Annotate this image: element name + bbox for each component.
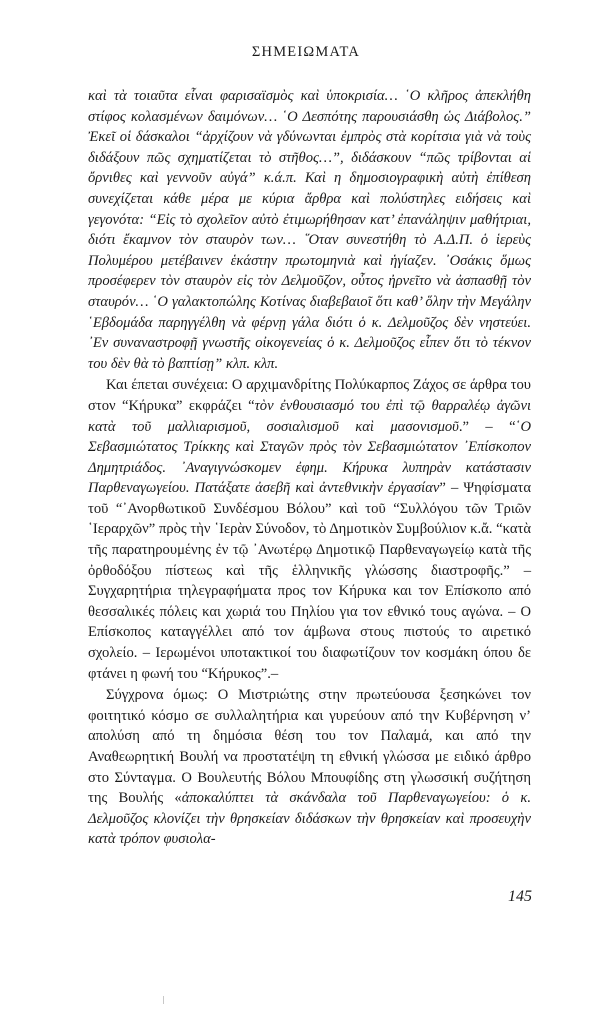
italic-text-run: ῾Ο Σεβασμιώτατος Τρίκκης καὶ Σταγῶν πρὸς τὸν Σεβασμιώτατον ᾿Επίσκοπον Δημητριάδος. ᾿Αναγιγνώσκομεν ἐφημ. Κήρυκα λυπηρὰν κατάστασιν Παρθεναγωγείου. Πατάξατε ἀσεβῆ καὶ ἀντεθνικὴν ἐργασίαν: [88, 418, 531, 497]
paragraph: [88, 685, 531, 850]
body-text: [88, 86, 531, 850]
running-header: ΣΗΜΕΙΩΜΑΤΑ: [251, 44, 361, 60]
italic-text-run: ἀποκαλύπτει τὰ σκάνδαλα τοῦ Παρθεναγωγείου: ὁ κ. Δελμοῦζος κλονίζει τὴν θρησκείαν διδάσκων τὴν θρησκείαν καὶ προσευχὴν κατὰ τρόπον φυσιολα-: [88, 790, 531, 848]
text-run: .” – “: [458, 418, 516, 435]
page-number: 145: [508, 888, 532, 905]
text-run: Και έπεται συνέχεια: Ο αρχιμανδρίτης Πολύκαρπος Ζάχος σε άρθρα του στον “Κήρυκα” εκφράζει “: [88, 377, 531, 414]
paragraph: [88, 375, 531, 684]
italic-text-run: καὶ τὰ τοιαῦτα εἶναι φαρισαϊσμὸς καὶ ὑποκρισία… ῾Ο κλῆρος ἀπεκλήθη στίφος κολασμένων δαιμόνων… ῾Ο Δεσπότης παρουσιάσθη ὡς Διάβολος.” Ἐκεῖ οἱ δάσκαλοι “ἀρχίζουν νὰ γδύνωνται ἐμπρὸς στὰ κορίτσια γιὰ νὰ τοὺς διδάξουν πῶς σχηματίζεται τὸ στῆθος…”, διδάσκουν “πῶς τρίβονται αἱ ὄρνιθες καὶ γεννοῦν αὐγά” κ.ά.π. Καὶ η δημοσιογραφικὴ αὐτὴ ἐπίθεση συνεχίζεται κάθε μέρα με κύρια ἄρθρα καὶ πολύστηλες ειδήσεις καὶ γεγονότα: “Εἰς τὸ σχολεῖον αὐτὸ ἐτιμωρήθησαν κατ’ ἐπανάληψιν μαθήτριαι, διότι ἔκαμνον τὸν σταυρὸν των… ῞Οταν συνεστήθη τὸ Α.Δ.Π. ὁ ἱερεὺς Πολυμέρου μετέβαινεν ἑκάστην πρωτομηνιὰ καὶ ἡγίαζεν. ᾿Οσάκις ὅμως προσέφερεν τὸν σταυρὸν εἰς τὸν Δελμοῦζον, οὗτος ἠρνεῖτο νὰ ἀσπασθῇ τὸν σταυρόν… ῾Ο γαλακτοπώλης Κοτίνας διαβεβαιοῖ ὅτι καθ’ ὅλην τὴν Μεγάλην ῾Εβδομάδα παρηγγέλθη νὰ φέρνῃ γάλα διότι ὁ κ. Δελμοῦζος δὲν νηστεύει. ᾿Εν συναναστροφῇ γνωστῆς οἰκογενείας ὁ κ. Δελμοῦζος εἶπεν ὅτι τὸ τέκνον του δὲν θὰ τὸ βαπτίσῃ” κλπ. κλπ.: [88, 88, 531, 372]
scan-speck: [163, 996, 164, 1004]
text-run: ” – Ψηφίσματα τοῦ “᾿Ανορθωτικοῦ Συνδέσμου Βόλου” καὶ τοῦ “Συλλόγου τῶν Τριῶν ῾Ιεραρχῶν” πρὸς τὴν ῾Ιερὰν Σύνοδον, τὸ Δημοτικὸν Συμβούλιον κ.ἄ. “κατὰ τῆς παρατηρουμένης ἐν τῷ ᾿Ανωτέρῳ Δημοτικῷ Παρθεναγωγείῳ κατὰ τῆς ὀρθοδόξου πίστεως καὶ τῆς ἑλληνικῆς γλώσσης διαστροφῆς.” – Συγχαρητήρια τηλεγραφήματα προς τον Κήρυκα και τον Επίσκοπο από θεσσαλικές πόλεις και χωριά του Πηλίου για τον εθνικό τους αγώνα. – Ο Επίσκοπος καταγγέλλει από τον άμβωνα στους πιστούς το αιρετικό σχολείο. – Ιερωμένοι υποτακτικοί του διαφωτίζουν τον κοσμάκη όπου δε φτάνει η φωνή του “Κήρυκος”.–: [88, 480, 531, 682]
paragraph: [88, 86, 531, 374]
italic-text-run: τὸν ἐνθουσιασμό του ἐπὶ τῷ θαρραλέῳ ἀγῶνι κατὰ τοῦ μαλλιαρισμοῦ, σοσιαλισμοῦ καὶ μασονισμοῦ: [88, 397, 531, 435]
text-run: Σύγχρονα όμως: Ο Μιστριώτης στην πρωτεύουσα ξεσηκώνει τον φοιτητικό κόσμο σε συλλαλητήρια και γυρεύουν από την Κυβέρνηση ν’ απολύση από τη δημόσια θέση του τον Παλαμά, και από την Αναθεωρητική Βουλή να προστατέψη τη εθνική γλώσσα με ειδικό άρθρο στο Σύνταγμα. Ο Βουλευτής Βόλου Μπουφίδης στη γλωσσική συζήτηση της Βουλής «: [88, 687, 531, 807]
